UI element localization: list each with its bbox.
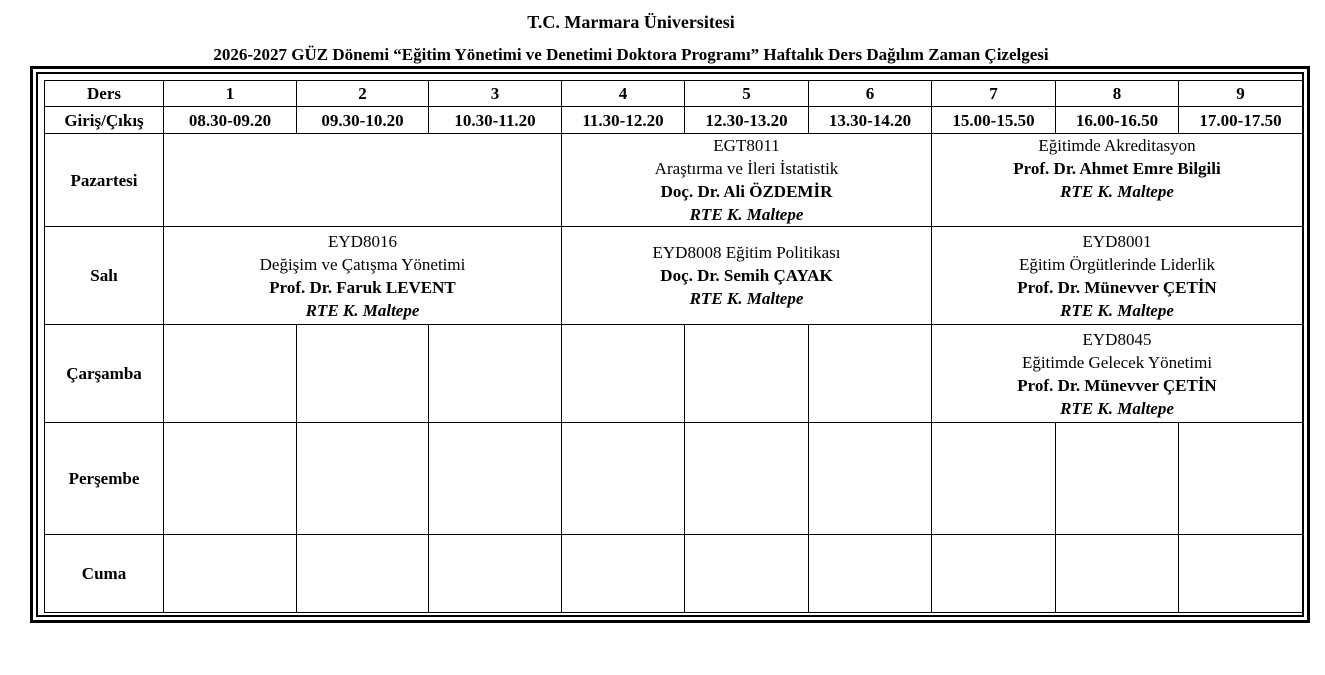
course-name: Eğitimde Akreditasyon [1038, 136, 1196, 155]
course-instructor: Prof. Dr. Münevver ÇETİN [1017, 277, 1217, 297]
empty-cell [562, 535, 685, 613]
time-cell: 11.30-12.20 [562, 107, 685, 134]
empty-cell [809, 423, 932, 535]
empty-cell [164, 535, 297, 613]
empty-cell [1179, 423, 1303, 535]
day-row-monday [45, 134, 1303, 227]
time-cell: 10.30-11.20 [429, 107, 562, 134]
empty-cell [685, 535, 809, 613]
slot-number: 2 [297, 81, 429, 107]
day-label: Pazartesi [45, 134, 164, 227]
empty-cell [297, 423, 429, 535]
slot-number: 4 [562, 81, 685, 107]
time-cell: 13.30-14.20 [809, 107, 932, 134]
course-room: RTE K. Maltepe [305, 300, 420, 320]
empty-cell [429, 535, 562, 613]
slot-number: 7 [932, 81, 1056, 107]
course-room: RTE K. Maltepe [1060, 182, 1174, 201]
times-label: Giriş/Çıkış [45, 107, 164, 134]
day-label: Perşembe [45, 423, 164, 535]
time-cell: 15.00-15.50 [932, 107, 1056, 134]
empty-cell [164, 423, 297, 535]
day-label: Salı [45, 227, 164, 325]
time-cell: 17.00-17.50 [1179, 107, 1303, 134]
empty-cell [1056, 535, 1179, 613]
university-title: T.C. Marmara Üniversitesi [527, 12, 735, 32]
empty-cell [1179, 535, 1303, 613]
time-cell: 12.30-13.20 [685, 107, 809, 134]
course-instructor: Prof. Dr. Münevver ÇETİN [1017, 375, 1217, 395]
course-name: Değişim ve Çatışma Yönetimi [259, 254, 466, 274]
empty-cell [809, 535, 932, 613]
empty-cell [685, 325, 809, 423]
course-name: Eğitim Örgütlerinde Liderlik [1018, 254, 1216, 274]
day-row-thursday [45, 423, 1303, 535]
time-cell: 09.30-10.20 [297, 107, 429, 134]
slot-number: 8 [1056, 81, 1179, 107]
ders-label: Ders [45, 81, 164, 107]
course-instructor: Doç. Dr. Ali ÖZDEMİR [660, 182, 833, 201]
course-cell [562, 134, 932, 227]
slot-number: 5 [685, 81, 809, 107]
course-cell [932, 325, 1303, 423]
course-code: EYD8045 [1082, 329, 1152, 349]
empty-cell [164, 134, 562, 227]
course-room: RTE K. Maltepe [689, 289, 804, 308]
course-room: RTE K. Maltepe [1060, 398, 1174, 418]
empty-cell [429, 325, 562, 423]
empty-cell [1056, 423, 1179, 535]
empty-cell [297, 535, 429, 613]
slot-number: 9 [1179, 81, 1303, 107]
slot-number-row [45, 81, 1303, 107]
course-room: RTE K. Maltepe [689, 205, 804, 224]
day-row-tuesday [45, 227, 1303, 325]
day-label: Çarşamba [45, 325, 164, 423]
slot-number: 6 [809, 81, 932, 107]
empty-cell [562, 423, 685, 535]
empty-cell [685, 423, 809, 535]
course-code: EYD8001 [1082, 231, 1152, 251]
empty-cell [297, 325, 429, 423]
course-cell [932, 134, 1303, 227]
course-instructor: Prof. Dr. Faruk LEVENT [269, 277, 456, 297]
course-name: Araştırma ve İleri İstatistik [654, 159, 839, 178]
course-room: RTE K. Maltepe [1060, 300, 1174, 320]
day-label: Cuma [45, 535, 164, 613]
time-cell: 08.30-09.20 [164, 107, 297, 134]
course-cell [562, 227, 932, 325]
slot-number: 3 [429, 81, 562, 107]
day-row-friday [45, 535, 1303, 613]
course-code: EYD8016 [328, 231, 397, 251]
slot-number: 1 [164, 81, 297, 107]
day-row-wednesday [45, 325, 1303, 423]
course-name: EYD8008 Eğitim Politikası [652, 243, 841, 262]
empty-cell [932, 535, 1056, 613]
course-code: EGT8011 [713, 136, 780, 155]
empty-cell [809, 325, 932, 423]
empty-cell [562, 325, 685, 423]
empty-cell [932, 423, 1056, 535]
time-row [45, 107, 1303, 134]
course-cell [164, 227, 562, 325]
schedule-table [44, 80, 1303, 613]
time-cell: 16.00-16.50 [1056, 107, 1179, 134]
schedule-subtitle: 2026-2027 GÜZ Dönemi “Eğitim Yönetimi ve Denetimi Doktora Programı” Haftalık Ders Dağılım Zaman Çizelgesi [213, 45, 1049, 64]
course-name: Eğitimde Gelecek Yönetimi [1021, 352, 1213, 372]
course-instructor: Doç. Dr. Semih ÇAYAK [660, 266, 833, 285]
empty-cell [429, 423, 562, 535]
course-cell [932, 227, 1303, 325]
course-instructor: Prof. Dr. Ahmet Emre Bilgili [1013, 159, 1221, 178]
empty-cell [164, 325, 297, 423]
